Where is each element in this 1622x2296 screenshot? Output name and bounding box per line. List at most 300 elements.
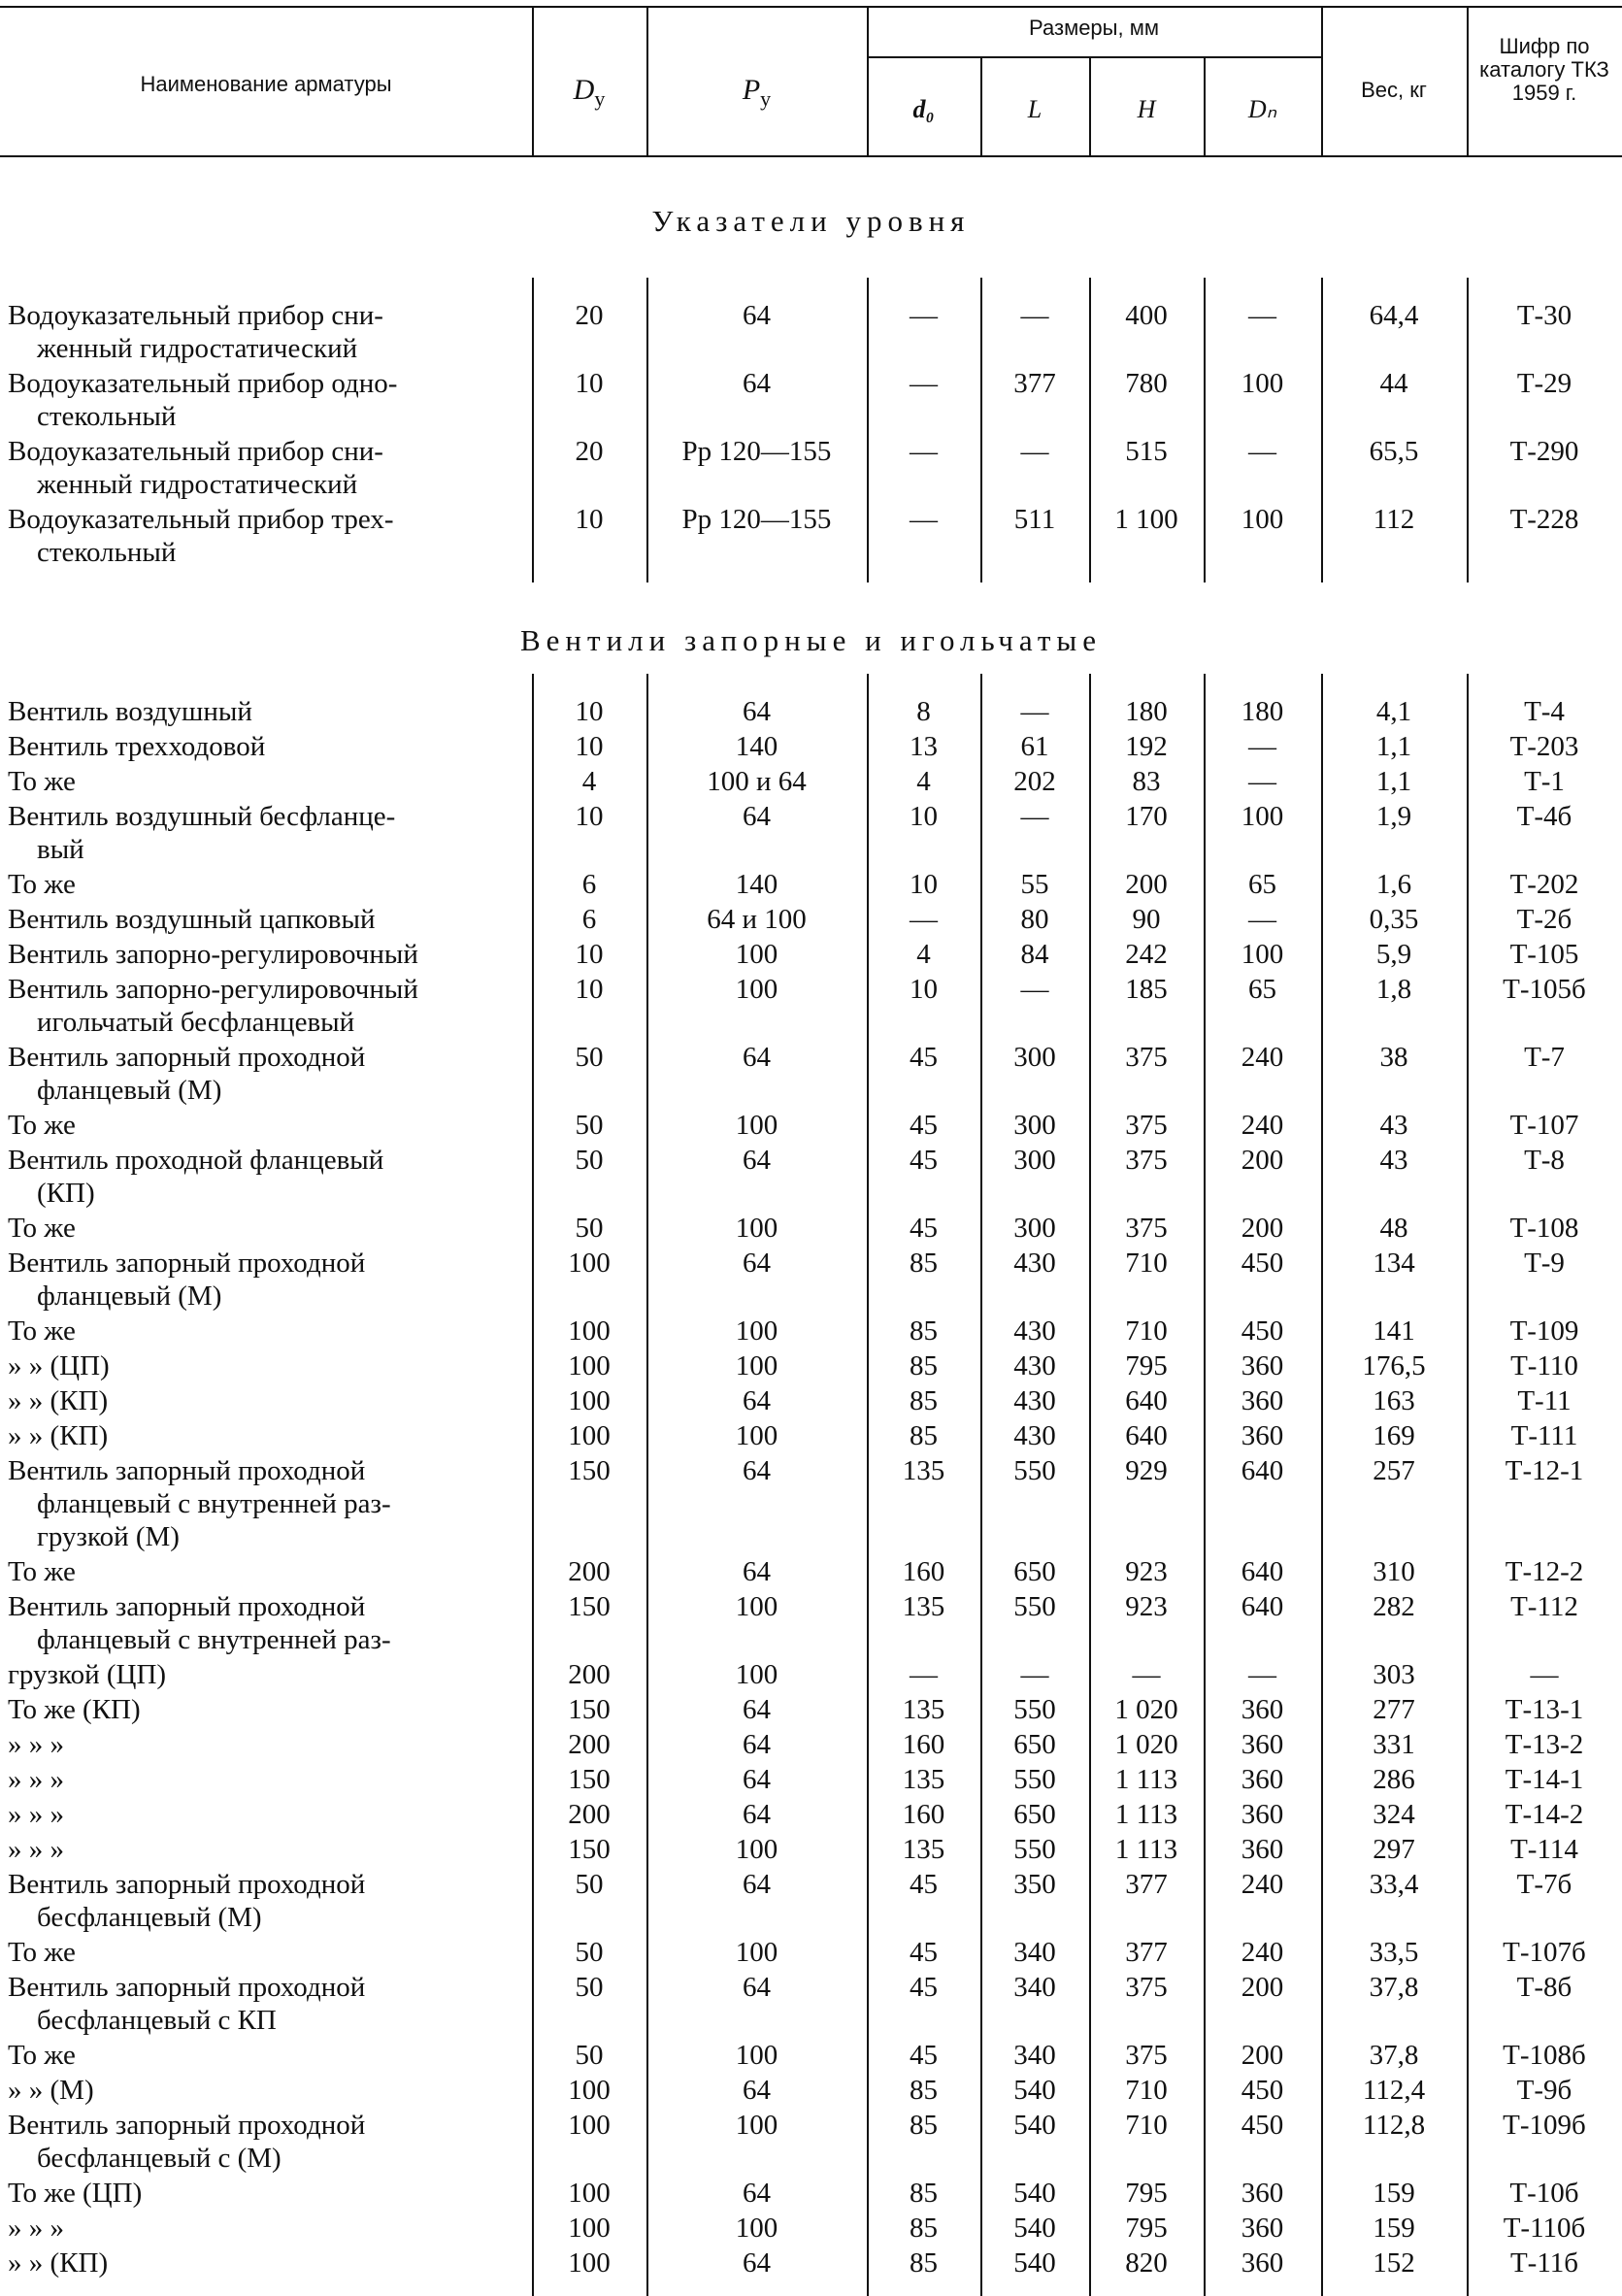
row-cell-H: — <box>1132 1659 1161 1690</box>
row-cell-dy: 100 <box>568 1350 611 1381</box>
row-cell-py: 64 <box>743 696 771 727</box>
row-cell-d0: — <box>910 300 938 331</box>
row-cell-py: 100 <box>735 1420 778 1451</box>
section-title-level-indicators: Указатели уровня <box>651 204 971 238</box>
column-rule <box>1089 56 1091 155</box>
header-H: H <box>1137 95 1156 123</box>
column-rule <box>532 6 534 155</box>
row-cell-code: Т-29 <box>1516 368 1572 399</box>
row-cell-code: Т-8 <box>1524 1145 1565 1176</box>
row-name <box>8 1212 526 1245</box>
section-title-valves: Вентили запорные и игольчатые <box>520 623 1102 657</box>
row-cell-code: Т-7 <box>1524 1042 1565 1073</box>
row-cell-Dn: 360 <box>1241 2178 1284 2209</box>
row-cell-L: — <box>1020 300 1049 331</box>
row-cell-code: Т-12-1 <box>1505 1455 1584 1486</box>
row-cell-H: 83 <box>1132 766 1161 797</box>
row-cell-dy: 100 <box>568 2247 611 2279</box>
row-cell-H: 375 <box>1125 1213 1168 1244</box>
row-cell-dy: 100 <box>568 2213 611 2244</box>
row-cell-L: 540 <box>1013 2213 1056 2244</box>
row-cell-d0: 10 <box>910 974 938 1005</box>
row-cell-L: 202 <box>1013 766 1056 797</box>
row-cell-d0: 85 <box>910 1315 938 1347</box>
row-cell-code: Т-9б <box>1516 2075 1572 2106</box>
row-cell-d0: 45 <box>910 1213 938 1244</box>
row-cell-py: 100 <box>735 974 778 1005</box>
row-name-line: стекольный <box>37 537 177 568</box>
row-cell-w: 37,8 <box>1369 2040 1419 2071</box>
row-cell-dy: 150 <box>568 1694 611 1725</box>
row-cell-dy: 100 <box>568 1315 611 1347</box>
row-cell-code: Т-111 <box>1510 1420 1578 1451</box>
row-cell-dy: 50 <box>575 1213 604 1244</box>
row-cell-code: Т-2б <box>1516 904 1572 935</box>
row-cell-w: 65,5 <box>1369 436 1419 467</box>
row-cell-py: 64 <box>743 1869 771 1900</box>
row-cell-d0: 13 <box>910 731 938 762</box>
row-cell-code: Т-108б <box>1503 2040 1586 2071</box>
row-cell-Dn: 360 <box>1241 2247 1284 2279</box>
row-cell-dy: 50 <box>575 1145 604 1176</box>
row-name-line: То же <box>8 1556 76 1587</box>
row-cell-d0: 45 <box>910 1110 938 1141</box>
row-cell-dy: 150 <box>568 1834 611 1865</box>
row-cell-d0: 135 <box>902 1591 945 1622</box>
row-cell-dy: 10 <box>575 974 604 1005</box>
row-name-line: вый <box>37 834 84 865</box>
row-cell-H: 929 <box>1125 1455 1168 1486</box>
row-name-line: То же <box>8 766 76 797</box>
row-name-line: » » » <box>8 1799 64 1830</box>
row-name-line: (КП) <box>37 1178 95 1209</box>
row-cell-H: 1 020 <box>1114 1694 1178 1725</box>
column-rule <box>1089 674 1091 2296</box>
row-cell-code: Т-30 <box>1516 300 1572 331</box>
row-name-line: » » (М) <box>8 2075 94 2106</box>
row-name <box>8 1041 526 1107</box>
row-name <box>8 1144 526 1210</box>
row-cell-py: 64 <box>743 801 771 832</box>
row-name-line: То же <box>8 1937 76 1968</box>
row-cell-Dn: — <box>1248 766 1276 797</box>
row-cell-dy: 20 <box>575 300 604 331</box>
row-cell-d0: 135 <box>902 1694 945 1725</box>
row-cell-code: Т-12-2 <box>1505 1556 1584 1587</box>
row-cell-d0: 4 <box>916 766 931 797</box>
row-cell-py: 64 <box>743 1042 771 1073</box>
row-cell-L: 430 <box>1013 1420 1056 1451</box>
row-cell-w: 1,8 <box>1375 974 1412 1005</box>
row-name-line: стекольный <box>37 401 177 432</box>
column-rule <box>980 674 982 2296</box>
row-cell-w: 159 <box>1373 2213 1415 2244</box>
row-cell-L: 540 <box>1013 2178 1056 2209</box>
row-cell-w: 286 <box>1373 1764 1415 1795</box>
row-cell-code: Т-109 <box>1509 1315 1579 1347</box>
row-cell-dy: 100 <box>568 1420 611 1451</box>
column-rule <box>646 278 648 582</box>
row-cell-w: 310 <box>1373 1556 1415 1587</box>
row-cell-L: — <box>1020 436 1049 467</box>
row-name <box>8 2246 526 2279</box>
row-cell-py: 64 <box>743 1455 771 1486</box>
row-cell-w: 303 <box>1373 1659 1415 1690</box>
row-name-line: Вентиль запорный проходной <box>8 1248 366 1279</box>
row-cell-d0: — <box>910 368 938 399</box>
row-cell-H: 375 <box>1125 1145 1168 1176</box>
row-name <box>8 435 526 501</box>
row-name-line: » » (ЦП) <box>8 1350 110 1381</box>
row-name-line: Вентиль запорный проходной <box>8 1591 366 1622</box>
row-cell-code: Т-105б <box>1503 974 1586 1005</box>
row-cell-d0: 85 <box>910 1420 938 1451</box>
row-cell-H: 90 <box>1132 904 1161 935</box>
row-name-line: » » (КП) <box>8 1385 109 1416</box>
row-cell-py: 100 <box>735 1110 778 1141</box>
row-cell-d0: — <box>910 436 938 467</box>
row-cell-H: 710 <box>1125 2110 1168 2141</box>
row-name <box>8 2212 526 2245</box>
row-cell-code: Т-112 <box>1510 1591 1578 1622</box>
row-cell-d0: — <box>910 504 938 535</box>
row-cell-py: 64 <box>743 368 771 399</box>
row-cell-d0: 45 <box>910 1869 938 1900</box>
row-cell-py: 64 <box>743 2075 771 2106</box>
row-cell-L: 650 <box>1013 1799 1056 1830</box>
row-cell-dy: 150 <box>568 1764 611 1795</box>
column-rule <box>867 674 869 2296</box>
row-cell-H: 1 020 <box>1114 1729 1178 1760</box>
row-cell-code: Т-4 <box>1524 696 1565 727</box>
row-cell-py: 140 <box>735 731 778 762</box>
row-cell-code: Т-228 <box>1509 504 1579 535</box>
row-name-line: фланцевый с внутренней раз- <box>37 1488 391 1519</box>
row-cell-d0: 85 <box>910 2075 938 2106</box>
row-cell-Dn: 100 <box>1241 801 1284 832</box>
row-cell-H: 200 <box>1125 869 1168 900</box>
row-cell-Dn: 100 <box>1241 504 1284 535</box>
row-cell-code: Т-8б <box>1516 1972 1572 2003</box>
row-cell-dy: 10 <box>575 504 604 535</box>
row-cell-Dn: 240 <box>1241 1110 1284 1141</box>
column-rule <box>646 6 648 155</box>
row-name <box>8 868 526 901</box>
row-name <box>8 2177 526 2210</box>
row-cell-d0: — <box>910 904 938 935</box>
row-cell-dy: 50 <box>575 1972 604 2003</box>
row-name <box>8 938 526 971</box>
row-cell-py: Pр 120—155 <box>681 436 832 467</box>
row-name <box>8 1658 526 1691</box>
row-cell-dy: 6 <box>581 904 597 935</box>
row-cell-H: 375 <box>1125 1110 1168 1141</box>
row-cell-code: Т-107б <box>1503 1937 1586 1968</box>
row-cell-H: 180 <box>1125 696 1168 727</box>
row-cell-d0: 10 <box>910 869 938 900</box>
row-cell-py: 64 <box>743 1248 771 1279</box>
row-cell-py: 64 <box>743 300 771 331</box>
row-cell-L: 300 <box>1013 1110 1056 1141</box>
row-cell-dy: 200 <box>568 1729 611 1760</box>
row-name <box>8 695 526 728</box>
row-cell-py: 64 <box>743 1799 771 1830</box>
column-rule <box>980 278 982 582</box>
row-cell-w: 324 <box>1373 1799 1415 1830</box>
row-cell-w: 257 <box>1373 1455 1415 1486</box>
row-cell-H: 400 <box>1125 300 1168 331</box>
row-cell-H: 780 <box>1125 368 1168 399</box>
row-cell-Dn: 360 <box>1241 1694 1284 1725</box>
row-name-line: фланцевый (М) <box>37 1075 222 1106</box>
row-cell-py: 100 <box>735 2110 778 2141</box>
row-name-line: фланцевый с внутренней раз- <box>37 1624 391 1655</box>
row-cell-dy: 10 <box>575 939 604 970</box>
row-cell-code: Т-105 <box>1509 939 1579 970</box>
column-rule <box>1467 278 1469 582</box>
row-cell-dy: 200 <box>568 1799 611 1830</box>
row-name-line: » » (КП) <box>8 2247 109 2279</box>
row-cell-L: 540 <box>1013 2110 1056 2141</box>
row-cell-code: Т-11б <box>1509 2247 1579 2279</box>
row-name <box>8 1555 526 1588</box>
row-name-line: Водоуказательный прибор сни- <box>8 436 383 467</box>
row-cell-d0: 160 <box>902 1729 945 1760</box>
row-cell-code: Т-107 <box>1509 1110 1579 1141</box>
column-rule <box>1204 674 1206 2296</box>
row-cell-H: 640 <box>1125 1385 1168 1416</box>
row-cell-code: Т-4б <box>1516 801 1572 832</box>
row-cell-py: 100 <box>735 1937 778 1968</box>
row-name-line: Вентиль запорный проходной <box>8 1972 366 2003</box>
row-cell-dy: 10 <box>575 731 604 762</box>
column-rule <box>1321 674 1323 2296</box>
row-name-line: То же (КП) <box>8 1694 141 1725</box>
row-cell-code: Т-9 <box>1524 1248 1565 1279</box>
row-cell-w: 176,5 <box>1362 1350 1426 1381</box>
row-cell-d0: — <box>910 1659 938 1690</box>
row-cell-code: Т-202 <box>1509 869 1579 900</box>
row-cell-code: Т-13-2 <box>1505 1729 1584 1760</box>
row-cell-py: 64 и 100 <box>707 904 807 935</box>
row-cell-py: 100 <box>735 1350 778 1381</box>
row-name-line: » » » <box>8 1834 64 1865</box>
row-name-line: Водоуказательный прибор трех- <box>8 504 394 535</box>
row-name-line: Вентиль запорно-регулировочный <box>8 939 418 970</box>
column-rule <box>1467 674 1469 2296</box>
row-cell-Dn: 180 <box>1241 696 1284 727</box>
row-cell-H: 640 <box>1125 1420 1168 1451</box>
row-cell-dy: 100 <box>568 2075 611 2106</box>
row-cell-py: 64 <box>743 1972 771 2003</box>
row-cell-d0: 45 <box>910 1042 938 1073</box>
row-name-line: » » » <box>8 1764 64 1795</box>
column-rule <box>532 278 534 582</box>
row-name <box>8 1314 526 1348</box>
row-name-line: Вентиль воздушный бесфланце- <box>8 801 396 832</box>
row-cell-py: 100 <box>735 2040 778 2071</box>
row-cell-L: 55 <box>1020 869 1049 900</box>
row-cell-L: 650 <box>1013 1556 1056 1587</box>
row-cell-py: 100 и 64 <box>707 766 807 797</box>
column-rule <box>867 6 869 155</box>
row-cell-dy: 50 <box>575 2040 604 2071</box>
row-cell-Dn: — <box>1248 731 1276 762</box>
row-cell-H: 795 <box>1125 2213 1168 2244</box>
row-cell-dy: 10 <box>575 801 604 832</box>
row-cell-Dn: 360 <box>1241 1729 1284 1760</box>
row-name-line: Вентиль запорный проходной <box>8 1042 366 1073</box>
row-cell-w: 33,5 <box>1369 1937 1419 1968</box>
row-cell-py: 100 <box>735 939 778 970</box>
row-cell-d0: 85 <box>910 2110 938 2141</box>
row-cell-code: Т-290 <box>1509 436 1579 467</box>
row-cell-dy: 100 <box>568 1248 611 1279</box>
row-cell-d0: 85 <box>910 2247 938 2279</box>
row-cell-w: 169 <box>1373 1420 1415 1451</box>
row-name <box>8 1868 526 1934</box>
row-name <box>8 1247 526 1313</box>
row-name-line: Вентиль запорный проходной <box>8 2110 366 2141</box>
row-cell-Dn: 360 <box>1241 1764 1284 1795</box>
row-cell-H: 710 <box>1125 2075 1168 2106</box>
header-name: Наименование арматуры <box>140 72 392 96</box>
row-cell-dy: 150 <box>568 1455 611 1486</box>
row-name <box>8 2109 526 2175</box>
row-cell-d0: 45 <box>910 1937 938 1968</box>
row-cell-w: 37,8 <box>1369 1972 1419 2003</box>
row-cell-py: 100 <box>735 2213 778 2244</box>
row-cell-L: 550 <box>1013 1455 1056 1486</box>
row-name <box>8 1109 526 1142</box>
row-cell-L: 340 <box>1013 1972 1056 2003</box>
row-cell-d0: 4 <box>916 939 931 970</box>
row-cell-H: 1 113 <box>1114 1834 1178 1865</box>
row-cell-w: 33,4 <box>1369 1869 1419 1900</box>
row-name <box>8 1454 526 1553</box>
row-name-line: игольчатый бесфланцевый <box>37 1007 355 1038</box>
row-cell-d0: 8 <box>916 696 931 727</box>
row-name-line: » » (КП) <box>8 1420 109 1451</box>
row-cell-code: Т-110 <box>1510 1350 1578 1381</box>
column-rule <box>1089 278 1091 582</box>
row-name-line: Вентиль воздушный цапковый <box>8 904 376 935</box>
row-cell-Dn: 450 <box>1241 1315 1284 1347</box>
row-name <box>8 1936 526 1969</box>
row-cell-dy: 6 <box>581 869 597 900</box>
row-cell-code: Т-108 <box>1509 1213 1579 1244</box>
row-name <box>8 1798 526 1831</box>
row-cell-py: 100 <box>735 1591 778 1622</box>
row-name-line: То же (ЦП) <box>8 2178 143 2209</box>
row-cell-Dn: — <box>1248 300 1276 331</box>
row-cell-py: Pр 120—155 <box>681 504 832 535</box>
row-cell-L: 430 <box>1013 1350 1056 1381</box>
row-name-line: » » » <box>8 1729 64 1760</box>
row-name-line: Вентиль запорный проходной <box>8 1869 366 1900</box>
row-name <box>8 730 526 763</box>
row-name-line: женный гидростатический <box>37 469 358 500</box>
row-cell-L: — <box>1020 1659 1049 1690</box>
row-cell-w: 134 <box>1373 1248 1415 1279</box>
row-cell-Dn: 65 <box>1248 869 1276 900</box>
row-cell-L: 377 <box>1013 368 1056 399</box>
row-cell-d0: 85 <box>910 2213 938 2244</box>
header-Dn: Dₙ <box>1247 95 1277 123</box>
row-cell-H: 795 <box>1125 1350 1168 1381</box>
row-name <box>8 903 526 936</box>
row-cell-Dn: 360 <box>1241 1350 1284 1381</box>
row-cell-L: 511 <box>1013 504 1056 535</box>
column-rule <box>1321 278 1323 582</box>
row-cell-Dn: — <box>1248 436 1276 467</box>
row-name <box>8 367 526 433</box>
row-cell-py: 64 <box>743 1729 771 1760</box>
row-cell-d0: 85 <box>910 1350 938 1381</box>
row-cell-code: Т-110б <box>1503 2213 1586 2244</box>
row-cell-dy: 200 <box>568 1556 611 1587</box>
row-cell-H: 242 <box>1125 939 1168 970</box>
row-cell-L: 61 <box>1020 731 1049 762</box>
row-cell-L: — <box>1020 696 1049 727</box>
row-name-line: Вентиль воздушный <box>8 696 252 727</box>
row-cell-H: 375 <box>1125 1042 1168 1073</box>
row-name-line: То же <box>8 869 76 900</box>
row-cell-dy: 10 <box>575 696 604 727</box>
row-cell-w: 112,4 <box>1362 2075 1426 2106</box>
row-name-line: Водоуказательный прибор сни- <box>8 300 383 331</box>
row-cell-L: 340 <box>1013 1937 1056 1968</box>
row-cell-H: 375 <box>1125 1972 1168 2003</box>
row-name-line: То же <box>8 1315 76 1347</box>
row-cell-Dn: 640 <box>1241 1591 1284 1622</box>
row-cell-L: 540 <box>1013 2075 1056 2106</box>
row-name-line: Вентиль проходной фланцевый <box>8 1145 384 1176</box>
row-cell-dy: 10 <box>575 368 604 399</box>
row-cell-Dn: 100 <box>1241 368 1284 399</box>
row-cell-Dn: 360 <box>1241 1834 1284 1865</box>
row-cell-d0: 160 <box>902 1799 945 1830</box>
row-name-line: бесфланцевый с (М) <box>37 2143 281 2174</box>
row-cell-d0: 45 <box>910 1972 938 2003</box>
row-cell-dy: 100 <box>568 2110 611 2141</box>
row-cell-H: 1 100 <box>1114 504 1178 535</box>
row-cell-L: 540 <box>1013 2247 1056 2279</box>
row-cell-Dn: 450 <box>1241 2075 1284 2106</box>
row-cell-code: Т-13-1 <box>1505 1694 1584 1725</box>
row-cell-w: 1,6 <box>1375 869 1412 900</box>
row-name <box>8 800 526 866</box>
row-cell-dy: 100 <box>568 2178 611 2209</box>
row-cell-L: 430 <box>1013 1385 1056 1416</box>
row-cell-w: 44 <box>1379 368 1408 399</box>
row-cell-py: 64 <box>743 1145 771 1176</box>
row-cell-H: 1 113 <box>1114 1764 1178 1795</box>
header-L: L <box>1027 95 1043 123</box>
row-cell-H: 795 <box>1125 2178 1168 2209</box>
row-name <box>8 1590 526 1656</box>
row-cell-H: 185 <box>1125 974 1168 1005</box>
row-cell-L: 350 <box>1013 1869 1056 1900</box>
row-name-line: Водоуказательный прибор одно- <box>8 368 398 399</box>
row-cell-w: 43 <box>1379 1110 1408 1141</box>
row-cell-Dn: 360 <box>1241 1385 1284 1416</box>
row-name-line: Вентиль трехходовой <box>8 731 266 762</box>
row-cell-w: 277 <box>1373 1694 1415 1725</box>
row-name-line: фланцевый (М) <box>37 1281 222 1312</box>
row-name-line: женный гидростатический <box>37 333 358 364</box>
row-cell-L: 340 <box>1013 2040 1056 2071</box>
